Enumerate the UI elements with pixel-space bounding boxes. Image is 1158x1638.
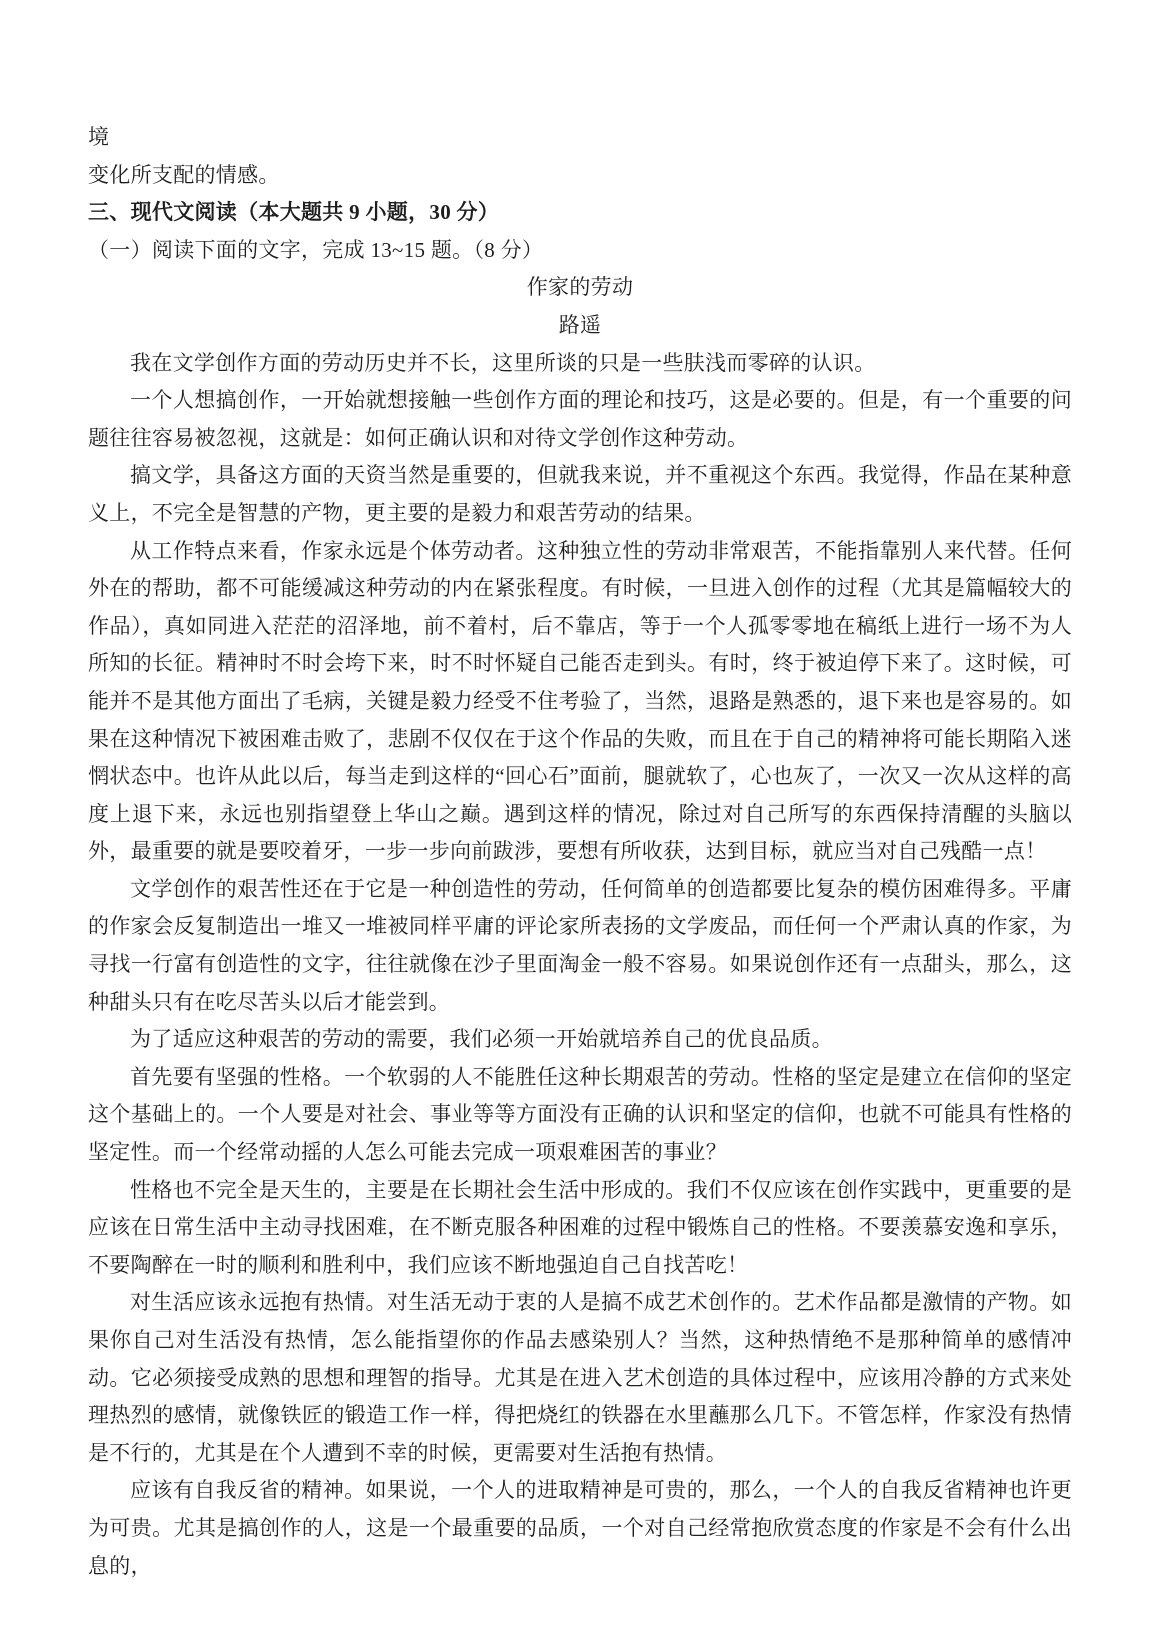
article-paragraph: 文学创作的艰苦性还在于它是一种创造性的劳动，任何简单的创造都要比复杂的模仿困难得多。平庸的作家会反复制造出一堆又一堆被同样平庸的评论家所表扬的文学废品，而任何一个严肃认真的作家，为寻找一行富有创造性的文字，往往就像在沙子里面淘金一般不容易。如果说创作还有一点甜头，那么，这种甜头只有在吃尽苦头以后才能尝到。 [88, 876, 1072, 1014]
article-paragraph: 为了适应这种艰苦的劳动的需要，我们必须一开始就培养自己的优良品质。 [130, 1027, 833, 1052]
article-paragraph: 我在文学创作方面的劳动历史并不长，这里所谈的只是一些肤浅而零碎的认识。 [130, 350, 876, 375]
article-paragraph: 搞文学，具备这方面的天资当然是重要的，但就我来说，并不重视这个东西。我觉得，作品在某种意义上，不完全是智慧的产物，更主要的是毅力和艰苦劳动的结果。 [88, 463, 1072, 525]
section-instruction: （一）阅读下面的文字，完成 13~15 题。（8 分） [88, 237, 544, 262]
article-title: 作家的劳动 [526, 275, 634, 300]
section-heading: 三、现代文阅读（本大题共 9 小题，30 分） [88, 200, 500, 225]
article-paragraph: 首先要有坚强的性格。一个软弱的人不能胜任这种长期艰苦的劳动。性格的坚定是建立在信仰的坚定这个基础上的。一个人要是对社会、事业等等方面没有正确的认识和坚定的信仰，也就不可能具有性格的坚定性。而一个经常动摇的人怎么可能去完成一项艰难困苦的事业？ [88, 1064, 1072, 1165]
article-paragraph: 对生活应该永远抱有热情。对生活无动于衷的人是搞不成艺术创作的。艺术作品都是激情的产物。如果你自己对生活没有热情，怎么能指望你的作品去感染别人？当然，这种热情绝不是那种简单的感情冲动。它必须接受成熟的思想和理智的指导。尤其是在进入艺术创造的具体过程中，应该用冷静的方式来处理热烈的感情，就像铁匠的锻造工作一样，得把烧红的铁器在水里蘸那么几下。不管怎样，作家没有热情是不行的，尤其是在个人遭到不幸的时候，更需要对生活抱有热情。 [88, 1290, 1072, 1465]
article-paragraph: 从工作特点来看，作家永远是个体劳动者。这种独立性的劳动非常艰苦，不能指靠别人来代替。任何外在的帮助，都不可能缓减这种劳动的内在紧张程度。有时候，一旦进入创作的过程（尤其是篇幅较大的作品），真如同进入茫茫的沼泽地，前不着村，后不靠店，等于一个人孤零零地在稿纸上进行一场不为人所知的长征。精神时不时会垮下来，时不时怀疑自己能否走到头。有时，终于被迫停下来了。这时候，可能并不是其他方面出了毛病，关键是毅力经受不住考验了，当然，退路是熟悉的，退下来也是容易的。如果在这种情况下被困难击败了，悲剧不仅仅在于这个作品的失败，而且在于自己的精神将可能长期陷入迷惘状态中。也许从此以后，每当走到这样的“回心石”面前，腿就软了，心也灰了，一次又一次从这样的高度上退下来，永远也别指望登上华山之巅。遇到这样的情况，除过对自己所写的东西保持清醒的头脑以外，最重要的就是要咬着牙，一步一步向前跋涉，要想有所收获，达到目标，就应当对自己残酷一点！ [88, 538, 1072, 864]
carryover-line-2: 变化所支配的情感。 [88, 162, 280, 187]
article-paragraph: 性格也不完全是天生的，主要是在长期社会生活中形成的。我们不仅应该在创作实践中，更重要的是应该在日常生活中主动寻找困难，在不断克服各种困难的过程中锻炼自己的性格。不要羡慕安逸和享乐，不要陶醉在一时的顺利和胜利中，我们应该不断地强迫自己自找苦吃！ [88, 1177, 1072, 1277]
article-author: 路遥 [558, 312, 602, 337]
carryover-line-1: 境 [88, 125, 110, 149]
article-paragraph: 一个人想搞创作，一开始就想接触一些创作方面的理论和技巧，这是必要的。但是，有一个重要的问题往往容易被忽视，这就是：如何正确认识和对待文学创作这种劳动。 [88, 388, 1072, 450]
article-body [88, 345, 1072, 1586]
article-paragraph: 应该有自我反省的精神。如果说，一个人的进取精神是可贵的，那么，一个人的自我反省精神也许更为可贵。尤其是搞创作的人，这是一个最重要的品质，一个对自己经常抱欣赏态度的作家是不会有什么出息的， [88, 1478, 1072, 1578]
